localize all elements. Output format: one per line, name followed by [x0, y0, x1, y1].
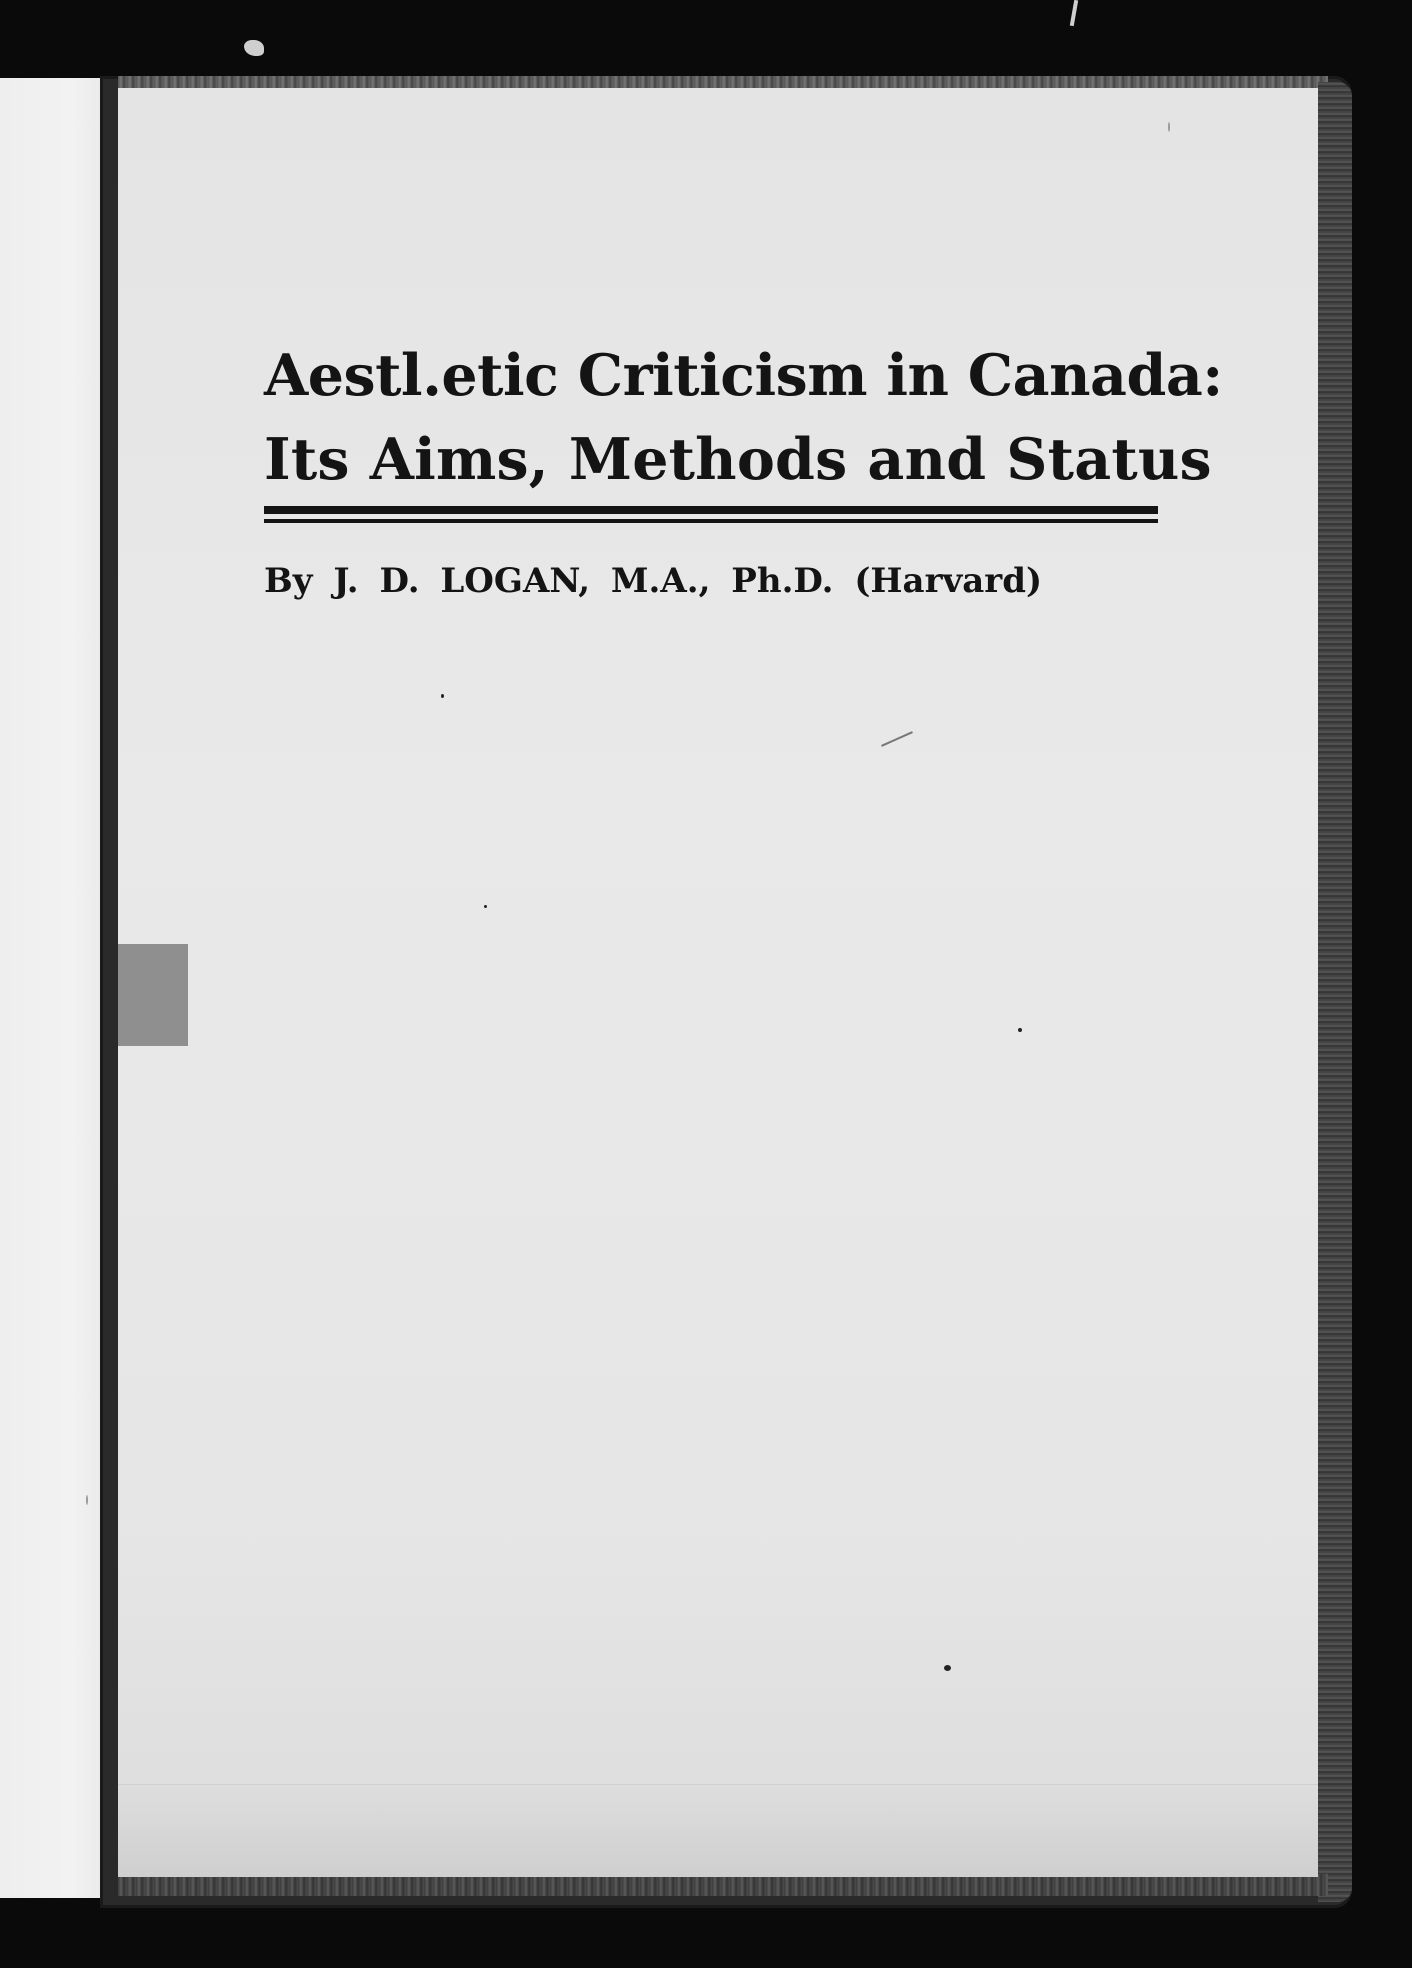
dust-speck — [86, 1495, 88, 1505]
grey-tab — [118, 944, 188, 1046]
cover-bottom-edge — [118, 1874, 1328, 1896]
title-rule-thin — [264, 519, 1158, 523]
author-byline: By J. D. LOGAN, M.A., Ph.D. (Harvard) — [264, 561, 1043, 601]
title-rule-thick — [264, 506, 1158, 514]
book-title — [264, 334, 1223, 502]
cover-right-edge — [1318, 82, 1352, 1902]
page-bottom-wear — [118, 1784, 1318, 1877]
dust-speck — [441, 694, 444, 698]
dust-speck — [484, 905, 487, 908]
top-pencil-dash — [1070, 0, 1078, 26]
top-ink-mark — [244, 40, 264, 56]
title-line-2: Its Aims, Methods and Status — [264, 426, 1212, 493]
dust-speck — [1018, 1028, 1022, 1032]
dust-speck — [1168, 122, 1170, 132]
title-line-1: Aestl.etic Criticism in Canada: — [264, 342, 1223, 409]
dust-speck — [944, 1665, 951, 1671]
